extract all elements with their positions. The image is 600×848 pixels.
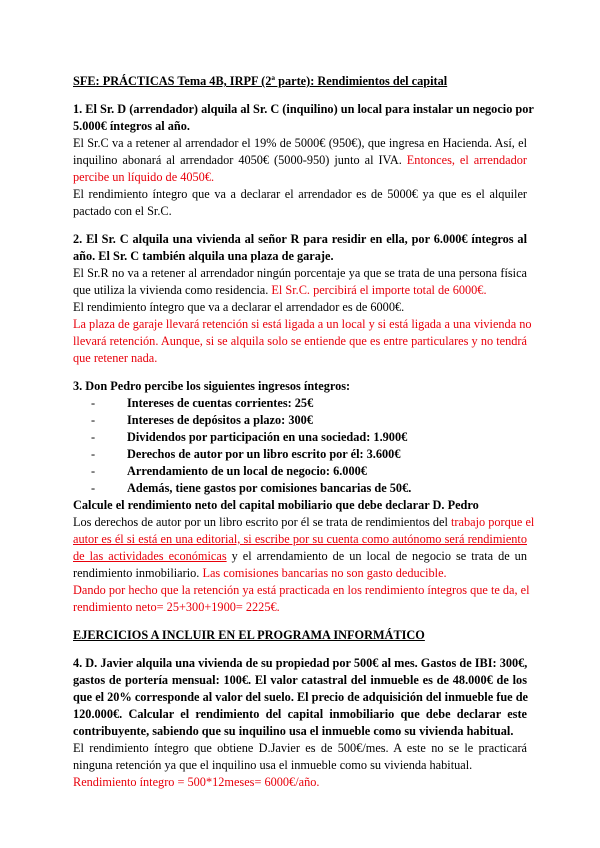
ex3-answer-line-1-red: trabajo porque el: [447, 515, 535, 529]
ex3-item-text: Además, tiene gastos por comisiones bancarias de 50€.: [127, 481, 412, 495]
section-title: EJERCICIOS A INCLUIR EN EL PROGRAMA INFORMÁTICO: [73, 628, 425, 642]
ex3-item-text: Derechos de autor por un libro escrito por él: 3.600€: [127, 447, 401, 461]
ex2-text-line-5: llevará retención. Aunque, si se alquila solo se entiende que es entre particulares y no tendrá: [73, 334, 527, 348]
ex2-text-line-4: La plaza de garaje llevará retención si está ligada a un local y si está ligada a una vivienda no: [73, 317, 532, 331]
ex2-heading-line-1: 2. El Sr. C alquila una vivienda al señor R para residir en ella, por 6.000€ íntegros al: [73, 232, 527, 246]
ex1-heading-line-2: 5.000€ íntegros al año.: [73, 119, 190, 133]
ex2-text-line-2-black: que utiliza la vivienda como residencia.: [73, 283, 269, 297]
ex3-answer-line-2: autor es él si está en una editorial, si escribe por su cuenta como autónomo será rendimiento: [73, 532, 527, 546]
ex3-item-text: Intereses de depósitos a plazo: 300€: [127, 413, 313, 427]
ex4-text-line-2: ninguna retención ya que el inquilino usa el inmueble como su vivienda habitual.: [73, 758, 473, 772]
ex2-text-line-2: [73, 282, 527, 299]
ex2-text-line-6: que retener nada.: [73, 351, 158, 365]
ex1-heading-line-1: 1. El Sr. D (arrendador) alquila al Sr. C (inquilino) un local para instalar un negocio por: [73, 102, 534, 116]
ex3-answer-line-5: Dando por hecho que la retención ya está practicada en los rendimiento íntegros que te da, el: [73, 583, 530, 597]
ex1-text-line-2-red: Entonces, el arrendador: [401, 153, 528, 167]
ex3-question: Calcule el rendimiento neto del capital mobiliario que debe declarar D. Pedro: [73, 498, 479, 512]
ex3-item-text: Dividendos por participación en una sociedad: 1.900€: [127, 430, 408, 444]
list-bullet: -: [91, 447, 96, 461]
list-bullet: -: [91, 430, 96, 444]
ex3-answer-line-4: [73, 565, 527, 582]
list-bullet: -: [91, 396, 96, 410]
ex1-text-line-4: El rendimiento íntegro que va a declarar el arrendador es de 5000€ ya que es el alquiler: [73, 187, 527, 201]
ex4-heading-line-5: contribuyente, sabiendo que su inquilino usa el inmueble como su vivienda habitual.: [73, 724, 514, 738]
ex1-text-line-3: percibe un líquido de 4050€.: [73, 170, 215, 184]
ex3-item-text: Intereses de cuentas corrientes: 25€: [127, 396, 314, 410]
ex3-answer-line-3: [73, 548, 527, 565]
list-bullet: -: [91, 481, 96, 495]
ex1-text-line-1: El Sr.C va a retener al arrendador el 19% de 5000€ (950€), que ingresa en Hacienda. Así, el: [73, 136, 527, 150]
ex3-answer-line-4-red: Las comisiones bancarias no son gasto deducible.: [199, 566, 447, 580]
ex4-heading-line-4: 120.000€. Calcular el rendimiento del capital inmobiliario que debe declarar este: [73, 707, 527, 721]
ex2-text-line-2-red: El Sr.C. percibirá el importe total de 6000€.: [268, 283, 487, 297]
ex4-heading-line-2: gastos de portería mensual: 100€. El valor catastral del inmueble es de 48.000€ de los: [73, 673, 527, 687]
ex3-answer-line-3-red: de las actividades económicas: [73, 549, 227, 563]
ex1-text-line-5: pactado con el Sr.C.: [73, 204, 172, 218]
ex2-text-line-1: El Sr.R no va a retener al arrendador ningún porcentaje ya que se trata de una persona física: [73, 266, 527, 280]
document-title: SFE: PRÁCTICAS Tema 4B, IRPF (2ª parte): Rendimientos del capital: [73, 74, 448, 88]
list-bullet: -: [91, 464, 96, 478]
ex3-answer-line-1: [73, 514, 535, 531]
list-bullet: -: [91, 413, 96, 427]
ex3-answer-line-6: rendimiento neto= 25+300+1900= 2225€.: [73, 600, 280, 614]
ex3-answer-line-4-black: rendimiento inmobiliario.: [73, 566, 200, 580]
ex3-heading: 3. Don Pedro percibe los siguientes ingresos íntegros:: [73, 379, 351, 393]
ex1-text-line-2-black: inquilino abonará al arrendador 4050€ (5000-950) junto al IVA.: [73, 153, 402, 167]
ex3-item-text: Arrendamiento de un local de negocio: 6.000€: [127, 464, 367, 478]
ex2-text-line-3: El rendimiento íntegro que va a declarar el arrendador es de 6000€.: [73, 300, 405, 314]
ex3-answer-line-1-black: Los derechos de autor por un libro escrito por él se trata de rendimientos del: [73, 515, 448, 529]
ex4-text-line-1: El rendimiento íntegro que obtiene D.Javier es de 500€/mes. A este no se le practicará: [73, 741, 527, 755]
ex3-answer-line-3-black: y el arrendamiento de un local de negocio se trata de un: [226, 549, 527, 563]
ex1-text-line-2: [73, 152, 527, 169]
ex4-heading-line-3: que el 20% corresponde al valor del suelo. El precio de adquisición del inmueble fue de: [73, 690, 529, 704]
ex4-text-line-3: Rendimiento íntegro = 500*12meses= 6000€/año.: [73, 775, 320, 789]
ex2-heading-line-2: año. El Sr. C también alquila una plaza de garaje.: [73, 249, 334, 263]
ex4-heading-line-1: 4. D. Javier alquila una vivienda de su propiedad por 500€ al mes. Gastos de IBI: 300€,: [73, 656, 528, 670]
